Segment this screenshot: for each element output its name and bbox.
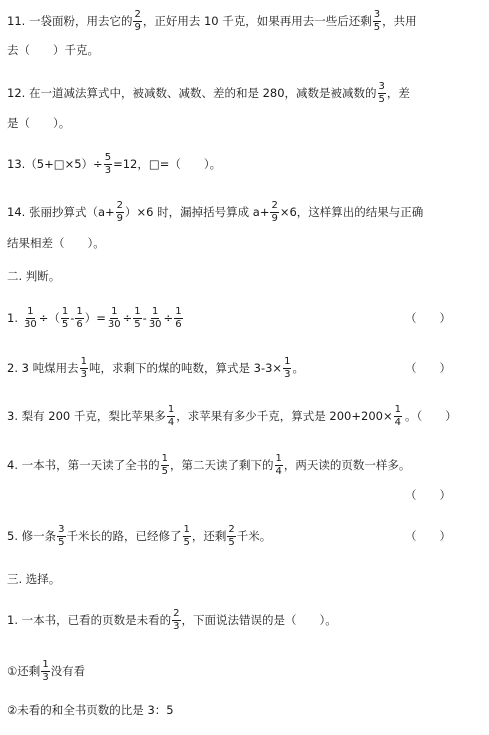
judge-3-text-c: 。（ ） xyxy=(404,409,457,423)
judge-2-text-b: 吨，求剩下的煤的吨数，算式是 3-3× xyxy=(88,361,283,375)
fraction: $\frac{1}{3}$ xyxy=(80,355,87,380)
question-12-line-2 xyxy=(7,113,481,133)
section-heading-judge xyxy=(7,266,481,286)
section-2-title: 二. 判断。 xyxy=(7,269,61,283)
fraction: $\frac{1}{3}$ xyxy=(284,355,291,380)
question-12-blank-text: 是（ ）。 xyxy=(7,116,71,130)
fraction: $\frac{1}{30}$ xyxy=(107,305,121,330)
answer-blank[interactable]: （ ） xyxy=(405,361,451,375)
judge-1-op: ÷（ xyxy=(38,311,60,325)
fraction: $\frac{2}{9}$ xyxy=(116,199,124,224)
option-2-text: ②未看的和全书页数的比是 3：5 xyxy=(7,703,174,717)
section-3-title: 三. 选择。 xyxy=(7,572,61,586)
question-11-line-2 xyxy=(7,40,481,60)
judge-4-text-a: 4. 一本书，第一天读了全书的 xyxy=(7,458,160,472)
question-14-blank-text: 结果相差（ ）。 xyxy=(7,236,105,250)
judge-1-op: - xyxy=(70,311,75,325)
choice-1-text-b: ，下面说法错误的是（ ）。 xyxy=(181,613,337,627)
question-11-text-b: ，正好用去 10 千克，如果再用去一些后还剩 xyxy=(142,14,372,28)
choice-1 xyxy=(7,605,481,635)
question-13-text-a: 13.（5+□×5）÷ xyxy=(7,157,103,171)
question-11-text-c: ，共用 xyxy=(382,14,417,28)
answer-blank[interactable]: （ ） xyxy=(405,529,451,543)
judge-3-text-a: 3. 梨有 200 千克，梨比苹果多 xyxy=(7,409,166,423)
judge-1-number: 1. xyxy=(7,311,18,325)
judge-4-line-2 xyxy=(7,485,481,505)
judge-5-text-a: 5. 修一条 xyxy=(7,529,57,543)
fraction: $\frac{5}{3}$ xyxy=(104,151,112,176)
fraction: $\frac{1}{4}$ xyxy=(275,452,282,477)
fraction: $\frac{1}{5}$ xyxy=(183,523,190,548)
question-11-line-1 xyxy=(7,8,481,34)
fraction: $\frac{1}{30}$ xyxy=(148,305,162,330)
question-13-text-b: =12，□=（ ）。 xyxy=(113,157,222,171)
question-11-text-a: 11. 一袋面粉，用去它的 xyxy=(7,14,133,28)
fraction: $\frac{3}{5}$ xyxy=(378,80,385,105)
fraction: $\frac{3}{5}$ xyxy=(373,8,381,33)
fraction: $\frac{1}{5}$ xyxy=(134,305,141,330)
fraction: $\frac{1}{5}$ xyxy=(61,305,69,330)
choice-1-text-a: 1. 一本书，已看的页数是未看的 xyxy=(7,613,172,627)
option-1-text-b: 没有看 xyxy=(50,664,86,678)
question-12-text-b: ，差 xyxy=(386,86,410,100)
question-12-line-1 xyxy=(7,80,481,106)
judge-3-text-b: ，求苹果有多少千克，算式是 200+200× xyxy=(176,409,393,423)
fraction: $\frac{1}{4}$ xyxy=(167,403,175,428)
judge-1 xyxy=(7,303,481,333)
fraction: $\frac{3}{5}$ xyxy=(58,523,65,548)
fraction: $\frac{1}{6}$ xyxy=(175,305,182,330)
fraction: $\frac{1}{4}$ xyxy=(394,403,401,428)
answer-blank[interactable]: （ ） xyxy=(405,311,451,325)
judge-2-text-c: 。 xyxy=(292,361,304,375)
judge-4-line-1 xyxy=(7,450,481,480)
judge-1-op: ÷ xyxy=(163,311,174,325)
question-14-line-2 xyxy=(7,233,481,253)
fraction: $\frac{1}{3}$ xyxy=(42,658,49,683)
question-13 xyxy=(7,151,481,177)
option-1-text-a: ①还剩 xyxy=(7,664,41,678)
fraction: $\frac{1}{6}$ xyxy=(76,305,83,330)
fraction: $\frac{1}{5}$ xyxy=(161,452,169,477)
judge-1-op: ÷ xyxy=(122,311,133,325)
fraction: $\frac{2}{5}$ xyxy=(228,523,235,548)
fraction: $\frac{2}{3}$ xyxy=(173,607,180,632)
question-14-line-1 xyxy=(7,199,481,225)
judge-1-op: - xyxy=(142,311,147,325)
fraction: $\frac{2}{9}$ xyxy=(271,199,278,224)
fraction: $\frac{2}{9}$ xyxy=(134,8,141,33)
judge-2 xyxy=(7,353,481,383)
judge-2-text-a: 2. 3 吨煤用去 xyxy=(7,361,79,375)
question-14-text-b: ）×6 时，漏掉括号算成 a+ xyxy=(125,205,270,219)
section-heading-choice xyxy=(7,569,481,589)
judge-5 xyxy=(7,521,481,551)
answer-blank[interactable]: （ ） xyxy=(405,488,451,502)
judge-3 xyxy=(7,401,481,431)
judge-5-text-d: 千米。 xyxy=(236,529,272,543)
judge-5-text-c: ，还剩 xyxy=(191,529,227,543)
question-11-blank-text: 去（ ）千克。 xyxy=(7,43,99,57)
question-14-text-a: 14. 张丽抄算式（a+ xyxy=(7,205,115,219)
judge-5-text-b: 千米长的路，已经修了 xyxy=(66,529,182,543)
option-2 xyxy=(7,700,481,720)
question-12-text-a: 12. 在一道减法算式中，被减数、减数、差的和是 280，减数是被减数的 xyxy=(7,86,377,100)
judge-1-op: ）= xyxy=(84,311,106,325)
judge-4-text-c: ，两天读的页数一样多。 xyxy=(283,458,411,472)
question-14-text-c: ×6，这样算出的结果与正确 xyxy=(279,205,424,219)
option-1 xyxy=(7,656,481,686)
fraction: $\frac{1}{30}$ xyxy=(23,305,37,330)
judge-4-text-b: ，第二天读了剩下的 xyxy=(170,458,274,472)
